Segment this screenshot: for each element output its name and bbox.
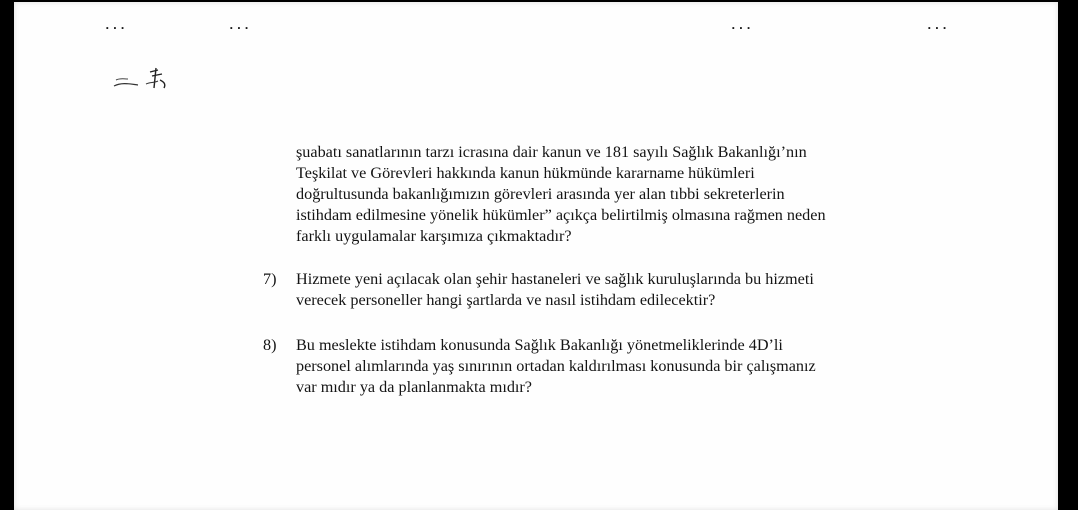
fax-header-id: ... (730, 19, 753, 32)
intro-line: istihdam edilmesine yönelik hükümler” açıkça belirtilmiş olmasına rağmen neden (296, 206, 826, 224)
intro-line: doğrultusunda bakanlığımızın görevleri arasında yer alan tıbbi sekreterlerin (296, 185, 785, 203)
handwritten-initials-mark (110, 58, 180, 98)
question-line: var mıdır ya da planlanmakta mıdır? (296, 378, 532, 396)
question-line: Bu meslekte istihdam konusunda Sağlık Bakanlığı yönetmeliklerinde 4D’li (296, 336, 783, 354)
intro-line: Teşkilat ve Görevleri hakkında kanun hükmünde kararname hükümleri (296, 164, 755, 182)
intro-paragraph (296, 142, 996, 247)
intro-line: şuabatı sanatlarının tarzı icrasına dair kanun ve 181 sayılı Sağlık Bakanlığı’nın (296, 143, 807, 161)
question-item-8 (263, 335, 996, 398)
question-line: personel alımlarında yaş sınırının ortadan kaldırılması konusunda bir çalışmanız (296, 357, 816, 375)
question-line: verecek personeller hangi şartlarda ve nasıl istihdam edilecektir? (296, 291, 716, 309)
question-number: 7) (263, 270, 277, 288)
intro-line: farklı uygulamalar karşımıza çıkmaktadır? (296, 227, 572, 245)
question-number: 8) (263, 336, 277, 354)
fax-header-page: ... (926, 19, 949, 32)
document-sheet (14, 2, 1058, 510)
fax-header-time: ... (228, 19, 251, 32)
document-body (263, 142, 996, 398)
question-line: Hizmete yeni açılacak olan şehir hastaneleri ve sağlık kuruluşlarında bu hizmeti (296, 270, 814, 288)
fax-header-date: ... (104, 19, 127, 32)
question-item-7 (263, 269, 996, 311)
fax-header-strip (94, 19, 1014, 36)
